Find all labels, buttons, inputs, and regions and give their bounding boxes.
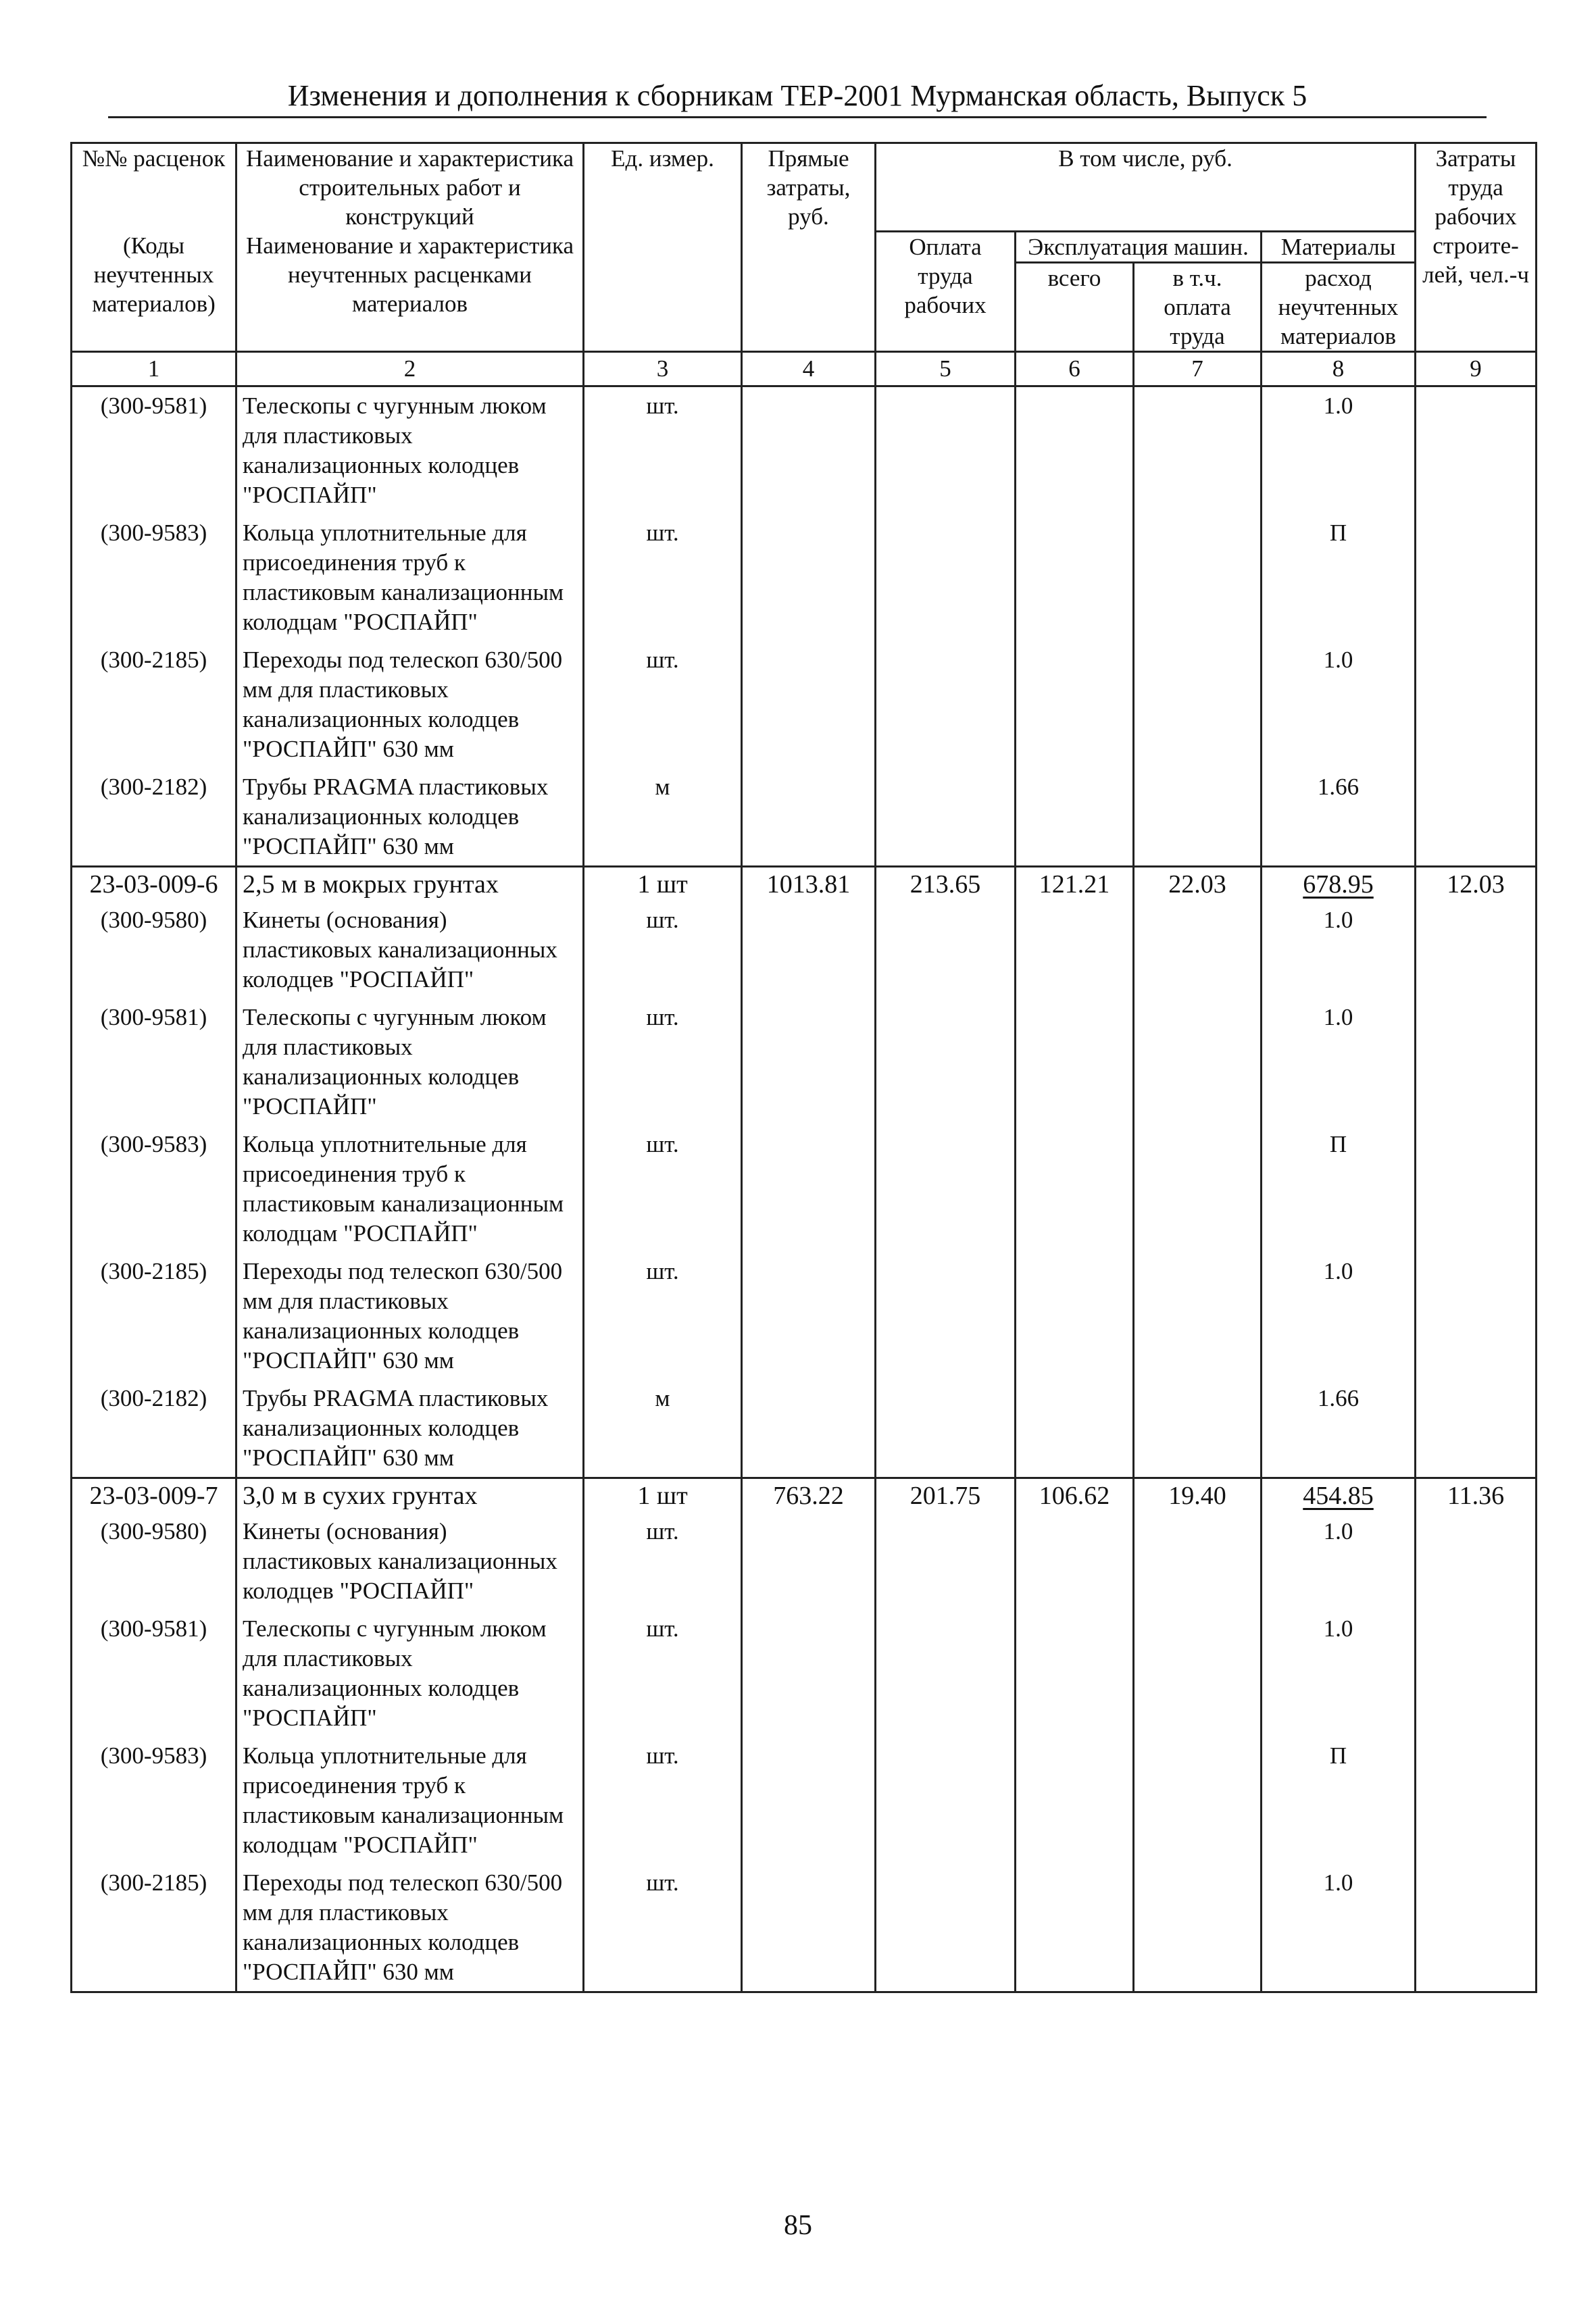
material-name: Трубы PRAGMA пластиковых канализационных колодцев "РОСПАЙП" 630 мм bbox=[236, 768, 584, 867]
rate-code: 23-03-009-6 bbox=[72, 866, 236, 901]
material-code: (300-2182) bbox=[72, 1380, 236, 1478]
rate-unit: 1 шт bbox=[584, 866, 742, 901]
material-consumption: 1.0 bbox=[1262, 1610, 1416, 1737]
material-consumption: 1.66 bbox=[1262, 1380, 1416, 1478]
header-labor-pay: Оплата труда рабочих bbox=[876, 231, 1016, 351]
material-code: (300-9583) bbox=[72, 1737, 236, 1864]
rate-direct-costs: 763.22 bbox=[742, 1478, 876, 1513]
material-row bbox=[72, 641, 1537, 768]
header-direct-costs: Прямые затраты, руб. bbox=[742, 143, 876, 352]
material-row bbox=[72, 901, 1537, 999]
material-name: Кольца уплотнительные для присоединения труб к пластиковым канализационным колодцам "РОСПАЙП" bbox=[236, 1737, 584, 1864]
column-number: 6 bbox=[1016, 351, 1134, 386]
rate-labor-pay: 201.75 bbox=[876, 1478, 1016, 1513]
header-machines: Эксплуатация машин. bbox=[1016, 231, 1262, 262]
column-number: 7 bbox=[1134, 351, 1262, 386]
material-consumption: 1.0 bbox=[1262, 1253, 1416, 1380]
material-consumption: 1.66 bbox=[1262, 768, 1416, 867]
rate-labor-hours: 12.03 bbox=[1416, 866, 1537, 901]
column-number: 1 bbox=[72, 351, 236, 386]
material-consumption: 1.0 bbox=[1262, 901, 1416, 999]
header-col2-bottom: Наименование и характеристика неучтенных расценками материалов bbox=[236, 231, 584, 351]
material-consumption: 1.0 bbox=[1262, 1513, 1416, 1610]
material-unit: м bbox=[584, 768, 742, 867]
material-unit: шт. bbox=[584, 386, 742, 514]
header-col2-top: Наименование и характеристика строительных работ и конструкций bbox=[236, 143, 584, 232]
rate-row bbox=[72, 1478, 1537, 1513]
material-unit: шт. bbox=[584, 1610, 742, 1737]
material-row bbox=[72, 1610, 1537, 1737]
rate-materials: 678.95 bbox=[1262, 866, 1416, 901]
material-code: (300-9583) bbox=[72, 1126, 236, 1253]
page-title: Изменения и дополнения к сборникам ТЕР-2001 Мурманская область, Выпуск 5 bbox=[108, 76, 1487, 118]
rate-machines-labor: 19.40 bbox=[1134, 1478, 1262, 1513]
material-code: (300-2185) bbox=[72, 1253, 236, 1380]
column-number: 2 bbox=[236, 351, 584, 386]
rate-name: 2,5 м в мокрых грунтах bbox=[236, 866, 584, 901]
column-number: 8 bbox=[1262, 351, 1416, 386]
material-name: Кинеты (основания) пластиковых канализационных колодцев "РОСПАЙП" bbox=[236, 1513, 584, 1610]
material-unit: шт. bbox=[584, 1737, 742, 1864]
page-number: 85 bbox=[784, 2210, 812, 2241]
material-unit: шт. bbox=[584, 1513, 742, 1610]
material-row bbox=[72, 514, 1537, 641]
material-unit: шт. bbox=[584, 514, 742, 641]
rates-table bbox=[70, 142, 1537, 1993]
material-code: (300-9581) bbox=[72, 1610, 236, 1737]
material-name: Кольца уплотнительные для присоединения труб к пластиковым канализационным колодцам "РОСПАЙП" bbox=[236, 514, 584, 641]
material-code: (300-9580) bbox=[72, 1513, 236, 1610]
material-consumption: 1.0 bbox=[1262, 641, 1416, 768]
material-unit: шт. bbox=[584, 641, 742, 768]
material-name: Телескопы с чугунным люком для пластиковых канализационных колодцев "РОСПАЙП" bbox=[236, 999, 584, 1126]
material-row bbox=[72, 1126, 1537, 1253]
material-row bbox=[72, 768, 1537, 867]
material-row bbox=[72, 386, 1537, 514]
rate-code: 23-03-009-7 bbox=[72, 1478, 236, 1513]
material-name: Телескопы с чугунным люком для пластиковых канализационных колодцев "РОСПАЙП" bbox=[236, 1610, 584, 1737]
material-consumption: П bbox=[1262, 1126, 1416, 1253]
rate-machines-total: 121.21 bbox=[1016, 866, 1134, 901]
material-name: Переходы под телескоп 630/500 мм для пластиковых канализационных колодцев "РОСПАЙП" 630 мм bbox=[236, 1864, 584, 1992]
rate-machines-total: 106.62 bbox=[1016, 1478, 1134, 1513]
rate-labor-hours: 11.36 bbox=[1416, 1478, 1537, 1513]
material-name: Кольца уплотнительные для присоединения труб к пластиковым канализационным колодцам "РОСПАЙП" bbox=[236, 1126, 584, 1253]
header-materials: Материалы bbox=[1262, 231, 1416, 262]
material-name: Трубы PRAGMA пластиковых канализационных колодцев "РОСПАЙП" 630 мм bbox=[236, 1380, 584, 1478]
material-row bbox=[72, 1513, 1537, 1610]
column-number: 5 bbox=[876, 351, 1016, 386]
material-unit: шт. bbox=[584, 1253, 742, 1380]
rate-direct-costs: 1013.81 bbox=[742, 866, 876, 901]
rate-labor-pay: 213.65 bbox=[876, 866, 1016, 901]
material-name: Переходы под телескоп 630/500 мм для пластиковых канализационных колодцев "РОСПАЙП" 630 мм bbox=[236, 1253, 584, 1380]
header-unaccounted-materials: расход неучтенных материалов bbox=[1262, 262, 1416, 351]
material-consumption: 1.0 bbox=[1262, 386, 1416, 514]
material-unit: шт. bbox=[584, 1126, 742, 1253]
material-consumption: П bbox=[1262, 514, 1416, 641]
material-code: (300-2185) bbox=[72, 1864, 236, 1992]
header-machines-total: всего bbox=[1016, 262, 1134, 351]
material-consumption: 1.0 bbox=[1262, 1864, 1416, 1992]
header-unit: Ед. измер. bbox=[584, 143, 742, 352]
material-row bbox=[72, 1253, 1537, 1380]
material-row bbox=[72, 1737, 1537, 1864]
column-number: 9 bbox=[1416, 351, 1537, 386]
header-including: В том числе, руб. bbox=[876, 143, 1416, 232]
rate-row bbox=[72, 866, 1537, 901]
material-code: (300-2182) bbox=[72, 768, 236, 867]
material-name: Телескопы с чугунным люком для пластиковых канализационных колодцев "РОСПАЙП" bbox=[236, 386, 584, 514]
material-row bbox=[72, 1380, 1537, 1478]
material-unit: шт. bbox=[584, 1864, 742, 1992]
material-row bbox=[72, 999, 1537, 1126]
header-col1-top: №№ расценок bbox=[72, 143, 236, 232]
material-code: (300-9580) bbox=[72, 901, 236, 999]
material-name: Переходы под телескоп 630/500 мм для пластиковых канализационных колодцев "РОСПАЙП" 630 мм bbox=[236, 641, 584, 768]
material-unit: шт. bbox=[584, 999, 742, 1126]
header-labor-hours: Затраты труда рабочих строите-лей, чел.-ч bbox=[1416, 143, 1537, 352]
material-row bbox=[72, 1864, 1537, 1992]
header-machines-labor: в т.ч. оплата труда bbox=[1134, 262, 1262, 351]
column-number: 3 bbox=[584, 351, 742, 386]
material-name: Кинеты (основания) пластиковых канализационных колодцев "РОСПАЙП" bbox=[236, 901, 584, 999]
material-unit: м bbox=[584, 1380, 742, 1478]
material-consumption: П bbox=[1262, 1737, 1416, 1864]
material-code: (300-2185) bbox=[72, 641, 236, 768]
rate-unit: 1 шт bbox=[584, 1478, 742, 1513]
rate-machines-labor: 22.03 bbox=[1134, 866, 1262, 901]
material-code: (300-9581) bbox=[72, 386, 236, 514]
material-unit: шт. bbox=[584, 901, 742, 999]
material-code: (300-9581) bbox=[72, 999, 236, 1126]
rate-materials: 454.85 bbox=[1262, 1478, 1416, 1513]
column-number: 4 bbox=[742, 351, 876, 386]
header-col1-bottom: (Коды неучтенных материалов) bbox=[72, 231, 236, 351]
material-consumption: 1.0 bbox=[1262, 999, 1416, 1126]
material-code: (300-9583) bbox=[72, 514, 236, 641]
rate-name: 3,0 м в сухих грунтах bbox=[236, 1478, 584, 1513]
